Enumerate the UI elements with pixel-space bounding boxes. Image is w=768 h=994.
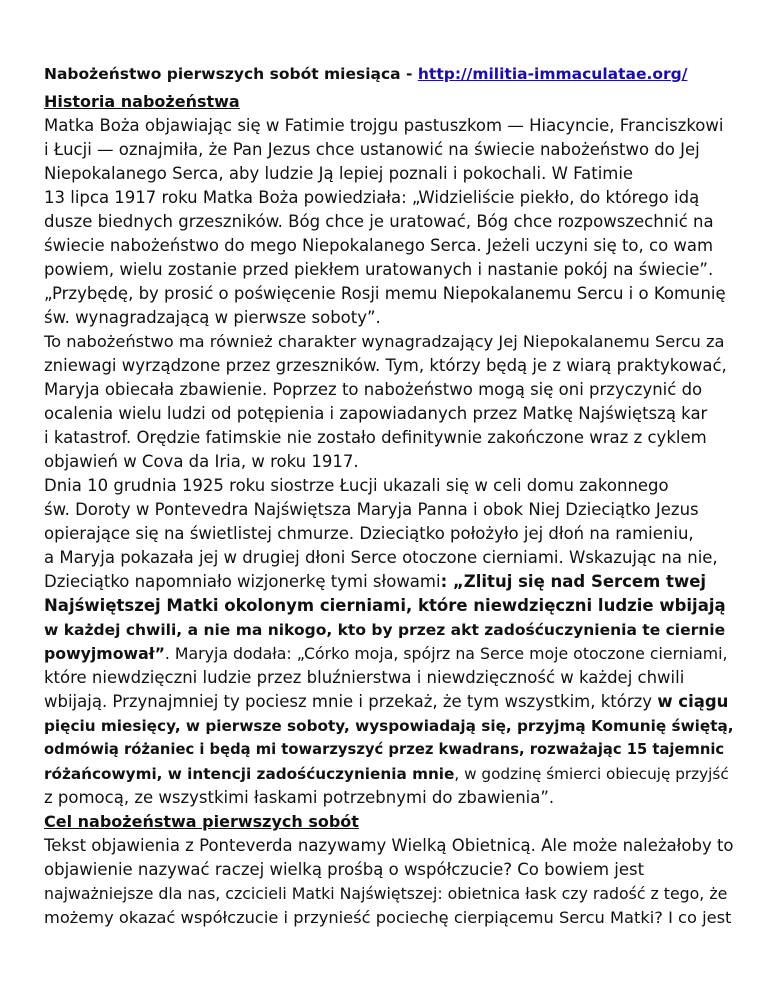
- document-title: [44, 62, 734, 86]
- text-line: Dnia 10 grudnia 1925 roku siostrze Łucji ukazali się w celi domu zakonnego: [44, 476, 669, 495]
- text-line-mixed: [44, 570, 734, 594]
- text-normal: Dzieciątko napomniało wizjonerkę tymi słowami: [44, 572, 441, 591]
- text-line-bold: [44, 714, 734, 738]
- section-heading-purpose: Cel nabożeństwa pierwszych sobót: [44, 812, 359, 831]
- title-text: Nabożeństwo pierwszych sobót miesiąca -: [44, 65, 418, 83]
- text-line-bold: [44, 594, 734, 618]
- text-line: Matka Boża objawiając się w Fatimie trojgu pastuszkom — Hiacyncie, Franciszkowi: [44, 116, 724, 135]
- text-line: ocalenia wielu ludzi od potępienia i zapowiadanych przez Matkę Najświętszą kar: [44, 404, 708, 423]
- section-heading-history: Historia nabożeństwa: [44, 92, 240, 111]
- text-normal: , w godzinę śmierci obiecuję przyjść: [454, 765, 729, 783]
- text-line: Niepokalanego Serca, aby ludzie Ją lepiej poznali i pokochali. W Fatimie: [44, 164, 634, 183]
- text-line: dusze biednych grzeszników. Bóg chce je uratować, Bóg chce rozpowszechnić na: [44, 212, 714, 231]
- history-paragraph: [44, 114, 734, 810]
- text-line: możemy okazać współczucie i przynieść pociechę cierpiącemu Sercu Matki? I co jest: [44, 908, 732, 927]
- text-normal: . Maryja dodała: „Córko moja, spójrz na Serce moje otoczone cierniami,: [164, 644, 728, 663]
- document-page: [44, 62, 734, 930]
- text-line-bold: [44, 738, 734, 762]
- text-line: opierające się na świetlistej chmurze. Dzieciątko położyło jej dłoń na ramieniu,: [44, 524, 694, 543]
- text-line: które niewdzięczni ludzie przez bluźnierstwa i niewdzięczność w każdej chwili: [44, 668, 685, 687]
- text-line: objawień w Cova da Iria, w roku 1917.: [44, 452, 359, 471]
- text-bold: różańcowymi, w intencji zadośćuczynienia mnie: [44, 765, 455, 783]
- text-line: 13 lipca 1917 roku Matka Boża powiedziała: „Widzieliście piekło, do którego idą: [44, 188, 700, 207]
- text-bold: : „Zlituj się nad Sercem twej: [440, 572, 707, 591]
- text-line: „Przybędę, by prosić o poświęcenie Rosji memu Niepokalanemu Sercu i o Komunię: [44, 284, 726, 303]
- text-line-mixed: [44, 690, 734, 714]
- text-bold: powyjmował”: [44, 644, 165, 663]
- text-line: św. wynagradzającą w pierwsze soboty”.: [44, 308, 381, 327]
- text-line: z pomocą, ze wszystkimi łaskami potrzebnymi do zbawienia”.: [44, 788, 555, 807]
- source-link[interactable]: http://militia-immaculatae.org/: [417, 65, 688, 83]
- text-line: św. Doroty w Pontevedra Najświętsza Maryja Panna i obok Niej Dzieciątko Jezus: [44, 500, 699, 519]
- text-line: Maryja obiecała zbawienie. Poprzez to nabożeństwo mogą się oni przyczynić do: [44, 380, 703, 399]
- text-bold: odmówią różaniec i będą mi towarzyszyć przez kwadrans, rozważając 15 tajemnic: [44, 741, 725, 758]
- text-line: a Maryja pokazała jej w drugiej dłoni Serce otoczone cierniami. Wskazując na nie,: [44, 548, 718, 567]
- text-line: i katastrof. Orędzie fatimskie nie zostało definitywnie zakończone wraz z cyklem: [44, 428, 707, 447]
- text-line: Tekst objawienia z Ponteverda nazywamy Wielką Obietnicą. Ale może należałoby to: [44, 836, 734, 855]
- text-line: zniewagi wyrządzone przez grzeszników. Tym, którzy będą je z wiarą praktykować,: [44, 356, 727, 375]
- text-line: To nabożeństwo ma również charakter wynagradzający Jej Niepokalanemu Sercu za: [44, 332, 725, 351]
- text-line: i Łucji — oznajmiła, że Pan Jezus chce ustanowić na świecie nabożeństwo do Jej: [44, 140, 700, 159]
- text-line: powiem, wielu zostanie przed piekłem uratowanych i nastanie pokój na świecie”.: [44, 260, 714, 279]
- text-bold: w każdej chwili, a nie ma nikogo, kto by przez akt zadośćuczynienia te ciernie: [44, 621, 726, 639]
- text-bold: w ciągu: [657, 692, 729, 711]
- text-bold: Najświętszej Matki okolonym cierniami, które niewdzięczni ludzie wbijają: [44, 596, 726, 615]
- text-line: świecie nabożeństwo do mego Niepokalanego Serca. Jeżeli uczyni się to, co wam: [44, 236, 714, 255]
- text-line: najważniejsze dla nas, czcicieli Matki Najświętszej: obietnica łask czy radość z tego, że: [44, 884, 728, 903]
- text-bold: pięciu miesięcy, w pierwsze soboty, wyspowiadają się, przyjmą Komunię świętą,: [44, 717, 734, 735]
- text-line-mixed: [44, 642, 734, 666]
- text-line-bold: [44, 618, 734, 642]
- purpose-paragraph: [44, 834, 734, 930]
- text-line: objawienie nazywać raczej wielką prośbą o współczucie? Co bowiem jest: [44, 860, 645, 879]
- text-line-mixed: [44, 762, 734, 786]
- text-normal: wbijają. Przynajmniej ty pociesz mnie i przekaż, że tym wszystkim, którzy: [44, 692, 658, 711]
